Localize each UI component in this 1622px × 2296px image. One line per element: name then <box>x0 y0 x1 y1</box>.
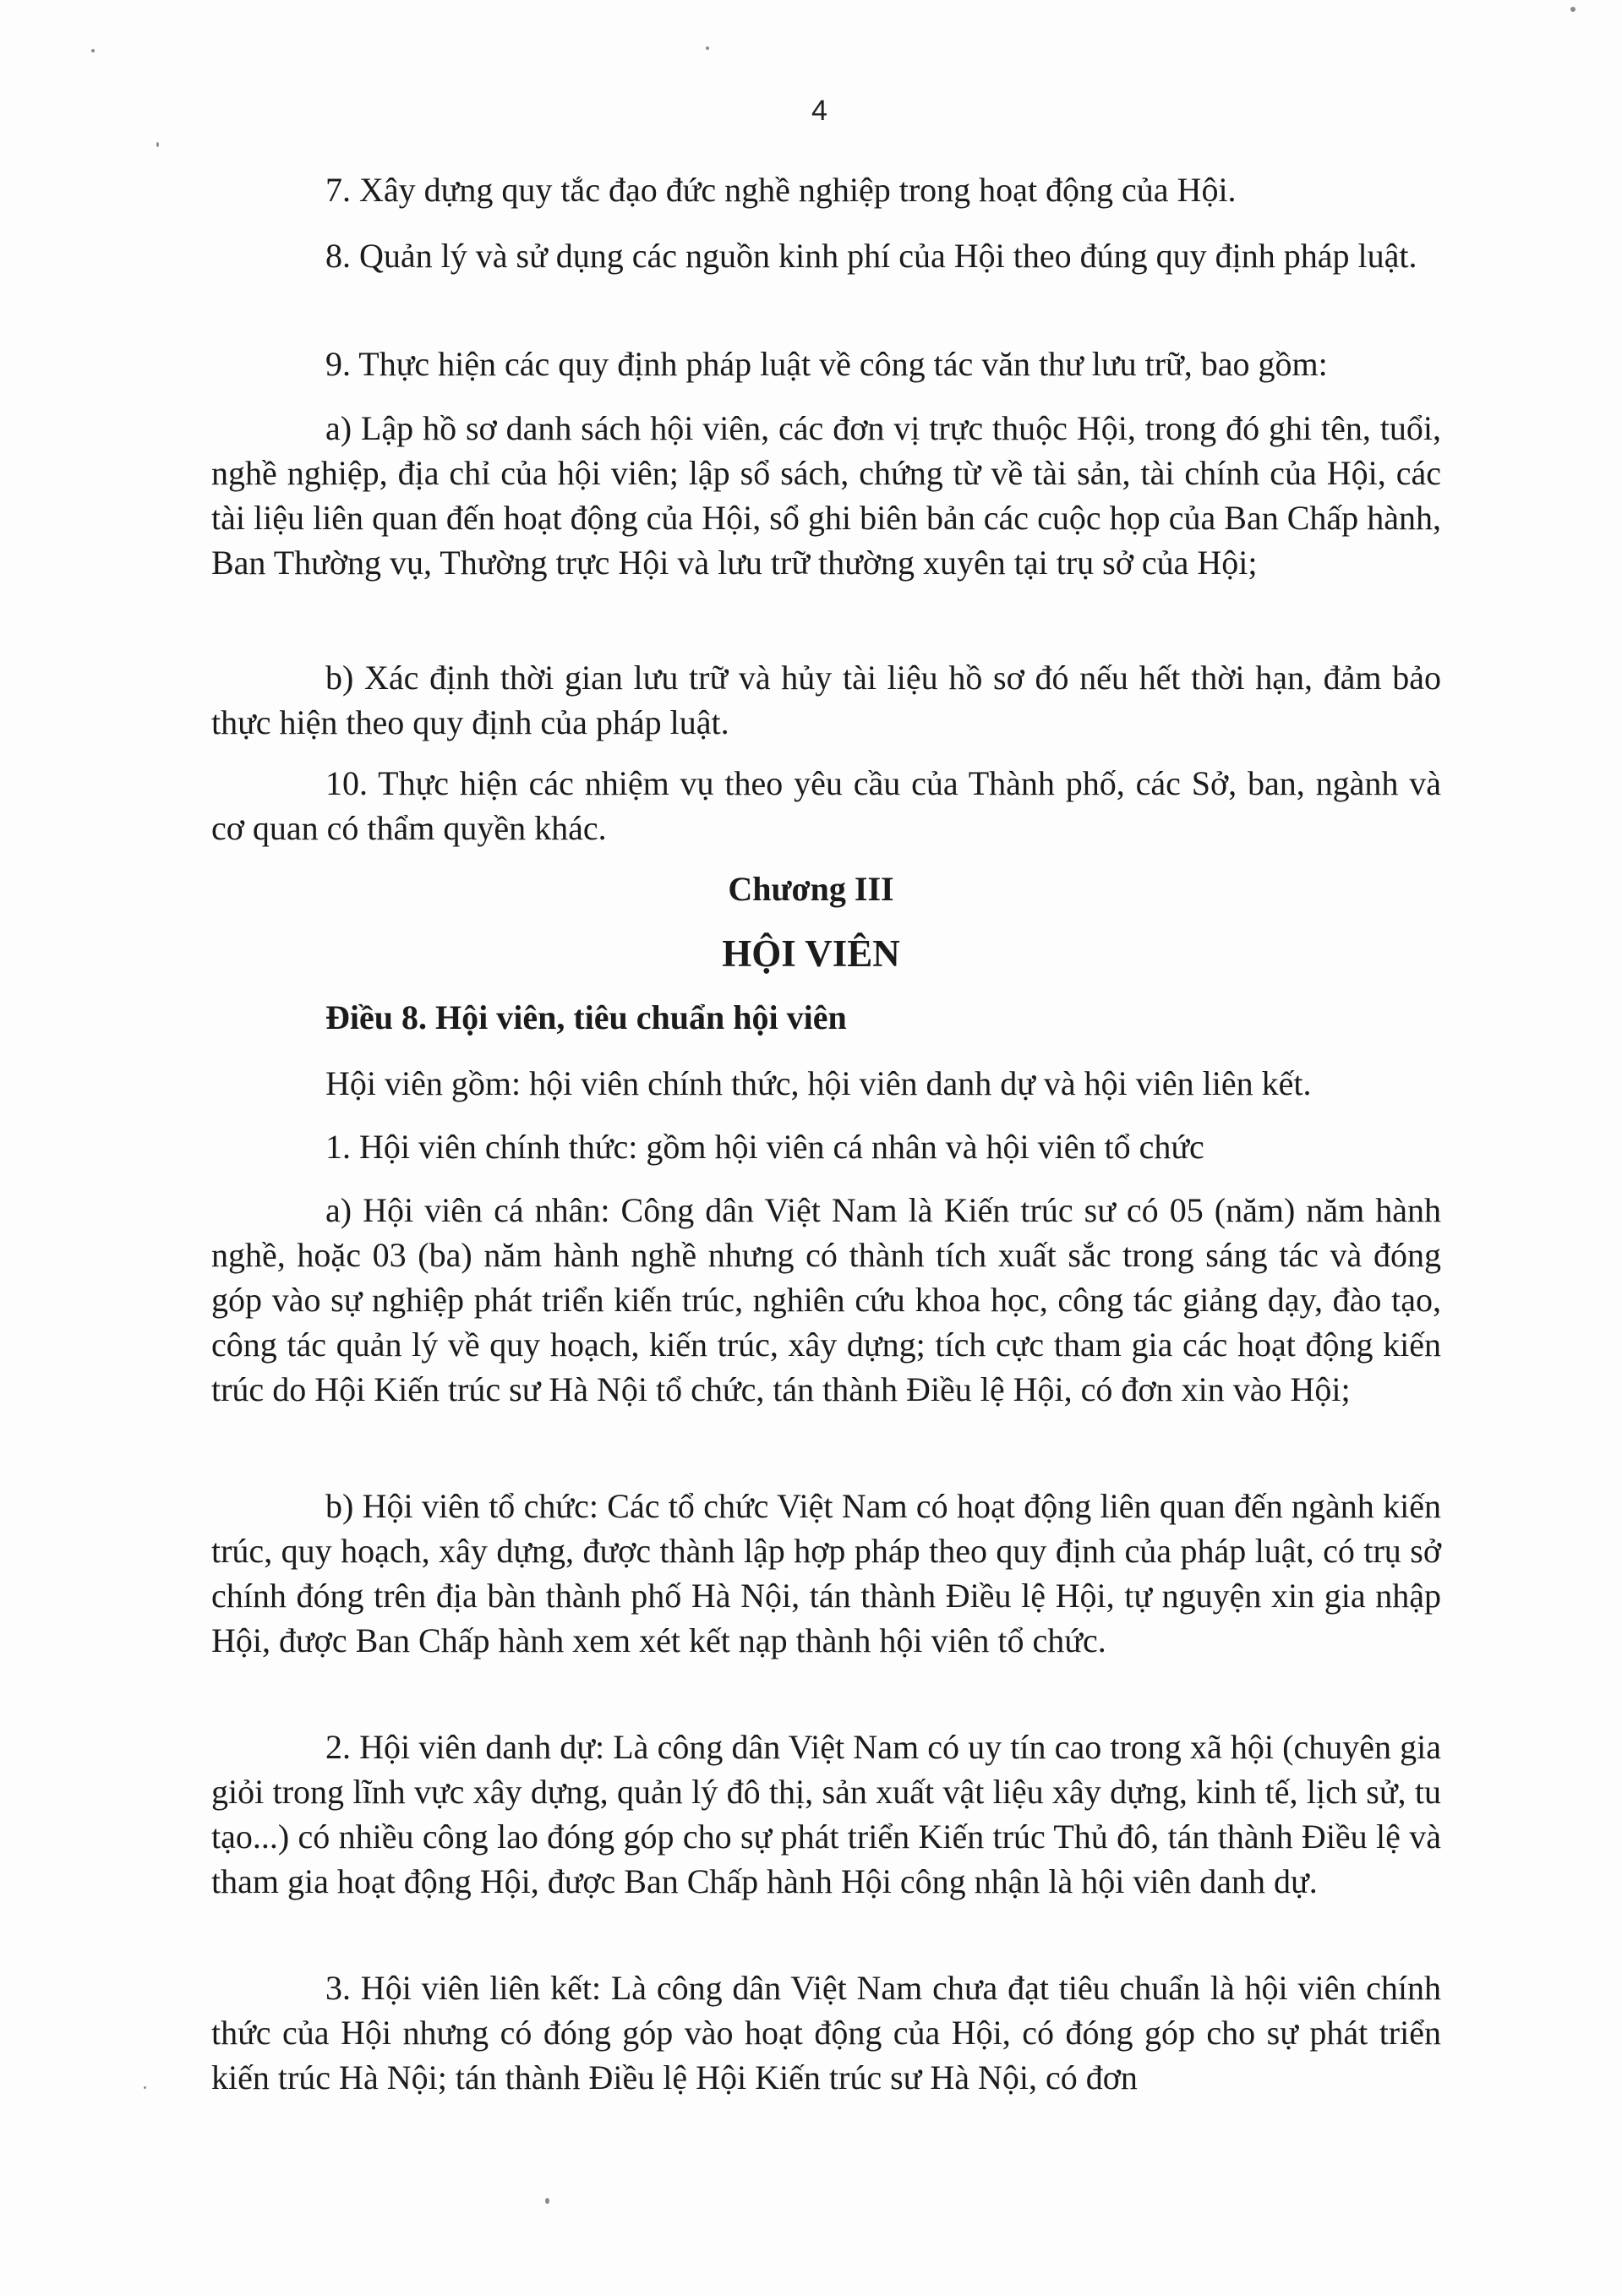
member-type-3: 3. Hội viên liên kết: Là công dân Việt Nam chưa đạt tiêu chuẩn là hội viên chính thức của Hội nhưng có đóng góp vào hoạt động của Hội, có đóng góp cho sự phát triển kiến trúc Hà Nội; tán thành Điều lệ Hội Kiến trúc sư Hà Nội, có đơn <box>211 1969 1441 2096</box>
chapter-label: Chương III <box>728 870 894 908</box>
paragraph-9b: b) Xác định thời gian lưu trữ và hủy tài liệu hồ sơ đó nếu hết thời hạn, đảm bảo thực hiện theo quy định của pháp luật. <box>211 659 1441 741</box>
scan-speck <box>1570 7 1576 12</box>
paragraph-7: 7. Xây dựng quy tắc đạo đức nghề nghiệp trong hoạt động của Hội. <box>325 171 1237 209</box>
scan-speck <box>545 2198 549 2204</box>
paragraph-9a: a) Lập hồ sơ danh sách hội viên, các đơn vị trực thuộc Hội, trong đó ghi tên, tuổi, nghề nghiệp, địa chỉ của hội viên; lập sổ sách, chứng từ về tài sản, tài chính của Hội, các tài liệu liên quan đến hoạt động của Hội, sổ ghi biên bản các cuộc họp của Ban Chấp hành, Ban Thường vụ, Thường trực Hội và lưu trữ thường xuyên tại trụ sở của Hội; <box>211 409 1441 582</box>
page-number: 4 <box>811 95 827 127</box>
member-type-1a: a) Hội viên cá nhân: Công dân Việt Nam là Kiến trúc sư có 05 (năm) năm hành nghề, hoặc 03 (ba) năm hành nghề nhưng có thành tích xuất sắc trong sáng tác và đóng góp vào sự nghiệp phát triển kiến trúc, nghiên cứu khoa học, công tác giảng dạy, đào tạo, công tác quản lý về quy hoạch, kiến trúc, xây dựng; tích cực tham gia các hoạt động kiến trúc do Hội Kiến trúc sư Hà Nội tổ chức, tán thành Điều lệ Hội, có đơn xin vào Hội; <box>211 1191 1441 1408</box>
paragraph-8: 8. Quản lý và sử dụng các nguồn kinh phí của Hội theo đúng quy định pháp luật. <box>325 237 1417 275</box>
member-type-1b: b) Hội viên tổ chức: Các tổ chức Việt Nam có hoạt động liên quan đến ngành kiến trúc, quy hoạch, xây dựng, được thành lập hợp pháp theo quy định của pháp luật, có trụ sở chính đóng trên địa bàn thành phố Hà Nội, tán thành Điều lệ Hội, tự nguyện xin gia nhập Hội, được Ban Chấp hành xem xét kết nạp thành hội viên tổ chức. <box>211 1487 1441 1659</box>
scan-speck <box>144 2086 146 2089</box>
article-heading: Điều 8. Hội viên, tiêu chuẩn hội viên <box>325 998 847 1036</box>
member-type-1: 1. Hội viên chính thức: gồm hội viên cá nhân và hội viên tổ chức <box>325 1128 1204 1166</box>
scan-speck <box>156 142 159 147</box>
member-type-2: 2. Hội viên danh dự: Là công dân Việt Nam có uy tín cao trong xã hội (chuyên gia giỏi trong lĩnh vực xây dựng, quản lý đô thị, sản xuất vật liệu xây dựng, kinh tế, lịch sử, tu tạo...) có nhiều công lao đóng góp cho sự phát triển Kiến trúc Thủ đô, tán thành Điều lệ và tham gia hoạt động Hội, được Ban Chấp hành Hội công nhận là hội viên danh dự. <box>211 1728 1441 1900</box>
chapter-title: HỘI VIÊN <box>722 932 900 975</box>
scan-speck <box>91 49 95 52</box>
paragraph-10: 10. Thực hiện các nhiệm vụ theo yêu cầu của Thành phố, các Sở, ban, ngành và cơ quan có thẩm quyền khác. <box>211 764 1441 847</box>
scan-speck <box>706 46 709 50</box>
paragraph-9: 9. Thực hiện các quy định pháp luật về công tác văn thư lưu trữ, bao gồm: <box>325 345 1328 383</box>
members-intro: Hội viên gồm: hội viên chính thức, hội viên danh dự và hội viên liên kết. <box>325 1064 1312 1102</box>
